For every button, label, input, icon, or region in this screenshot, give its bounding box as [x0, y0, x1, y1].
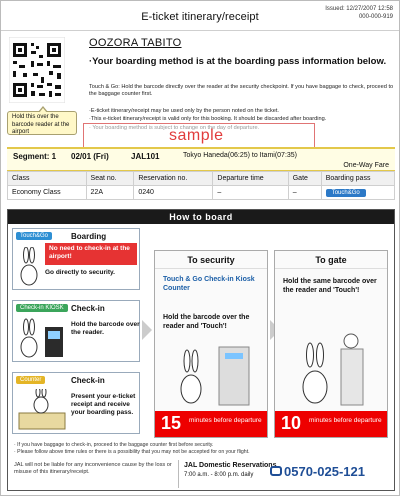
cell-class: Economy Class [8, 186, 87, 200]
gate-time-badge [275, 411, 387, 437]
rabbit-icon [17, 247, 41, 287]
step-tag: Touch&Go [16, 232, 52, 240]
cell-seat: 22A [86, 186, 134, 200]
step-text: Present your e-ticket receipt and receive your boarding pass. [71, 393, 136, 416]
col-reservation: Reservation no. [134, 172, 213, 186]
qr-callout: Hold this over the barcode reader at the airport [7, 111, 77, 135]
col-seat: Seat no. [86, 172, 134, 186]
touchgo-badge: Touch&Go [326, 189, 366, 197]
guide-title: How to board [8, 210, 394, 224]
table-header-row [8, 172, 395, 186]
how-to-board-panel [7, 209, 395, 491]
gate-minutes-label: minutes before departure [309, 417, 382, 424]
qr-code-icon [9, 37, 65, 103]
gate-rabbit-icon [289, 329, 375, 409]
bullet-note: ·E-ticket itinerary/receipt may be used only by the person noted on the ticket. [89, 108, 279, 114]
table-row [8, 186, 395, 200]
col-boarding-pass: Boarding pass [321, 172, 394, 186]
sample-watermark: sample [169, 127, 224, 144]
col-departure: Departure time [213, 172, 288, 186]
segment-route: Tokyo Haneda(06:25) to Itami(07:35) [183, 152, 298, 159]
kiosk-rabbit-icon [17, 317, 67, 359]
boarding-steps [12, 228, 140, 438]
cell-boarding-pass [321, 186, 394, 200]
col-class: Class [8, 172, 87, 186]
segment-date: 02/01 (Fri) [71, 152, 109, 161]
disclaimer: JAL will not be liable for any inconvenience cause by the loss or misuse of this itinerary/receipt. [14, 462, 172, 475]
step-subtext: Go directly to security. [45, 269, 115, 276]
security-time-badge [155, 411, 267, 437]
footer-divider [178, 460, 179, 488]
bullet-note: ·This e-ticket itinerary/receipt is valid only for this booking. It should be discarded after boarding. [89, 116, 327, 122]
flight-table [7, 171, 395, 200]
cell-reservation: 0240 [134, 186, 213, 200]
security-header: To security [155, 251, 267, 269]
reservations-title: JAL Domestic Reservations [184, 462, 277, 469]
cell-departure: – [213, 186, 288, 200]
issued-date: Issued: 12/27/2007 12:58 [325, 6, 393, 12]
counter-rabbit-icon [17, 389, 67, 431]
security-gate-icon [169, 343, 255, 409]
header-bar [1, 1, 399, 31]
segment-bar [7, 147, 395, 171]
qr-code [9, 37, 65, 103]
security-panel [154, 250, 268, 438]
document-title: E-ticket itinerary/receipt [141, 11, 259, 23]
security-minutes-label: minutes before departure [189, 417, 262, 424]
gate-text: Hold the same barcode over the reader and 'Touch'! [283, 278, 377, 294]
cell-gate: – [288, 186, 321, 200]
segment-label: Segment: 1 [13, 152, 57, 161]
segment-flight: JAL101 [131, 152, 160, 161]
step-touchgo [12, 228, 140, 290]
step-title: Check-in [71, 376, 105, 385]
step-title: Boarding [71, 232, 107, 241]
phone-icon [270, 466, 282, 476]
col-gate: Gate [288, 172, 321, 186]
passenger-name: OOZORA TABITO [89, 37, 182, 49]
issued-info [325, 5, 393, 21]
reservations-phone: 0570-025-121 [284, 464, 365, 479]
step-counter [12, 372, 140, 434]
step-kiosk [12, 300, 140, 362]
touchgo-note: Touch & Go: Hold the barcode directly over the reader at the security checkpoint. If you have baggage to check, proceed to the baggage counter first. [89, 84, 394, 97]
step-tag: Check-in KIOSK [16, 304, 68, 312]
guide-note: · Please follow above time rules or there is a possibility that you may not be accepted for on your flight. [14, 449, 250, 455]
step-title: Check-in [71, 304, 105, 313]
gate-minutes: 10 [281, 413, 302, 433]
boarding-method: ·Your boarding method is at the boarding pass information below. [89, 56, 387, 67]
gate-header: To gate [275, 251, 387, 269]
security-minutes: 15 [161, 413, 182, 433]
arrow-icon [142, 320, 152, 340]
bullet-note: · Your boarding method is subject to change on the day of departure. [89, 125, 260, 131]
reservations-hours: 7:00 a.m. - 8:00 p.m. daily [184, 472, 254, 478]
security-subtitle: Touch & Go Check-in Kiosk Counter [163, 276, 255, 292]
no-checkin-banner: No need to check-in at the airport! [45, 243, 137, 265]
guide-note: · If you have baggage to check-in, proceed to the baggage counter first before security. [14, 442, 214, 448]
step-text: Hold the barcode over the reader. [71, 321, 140, 336]
fare-type: One-Way Fare [343, 162, 389, 169]
document-number: 000-000-919 [358, 14, 393, 20]
guide-notes [14, 442, 394, 456]
step-tag: Counter [16, 376, 45, 384]
security-text: Hold the barcode over the reader and 'Touch'! [163, 314, 250, 330]
gate-panel [274, 250, 388, 438]
